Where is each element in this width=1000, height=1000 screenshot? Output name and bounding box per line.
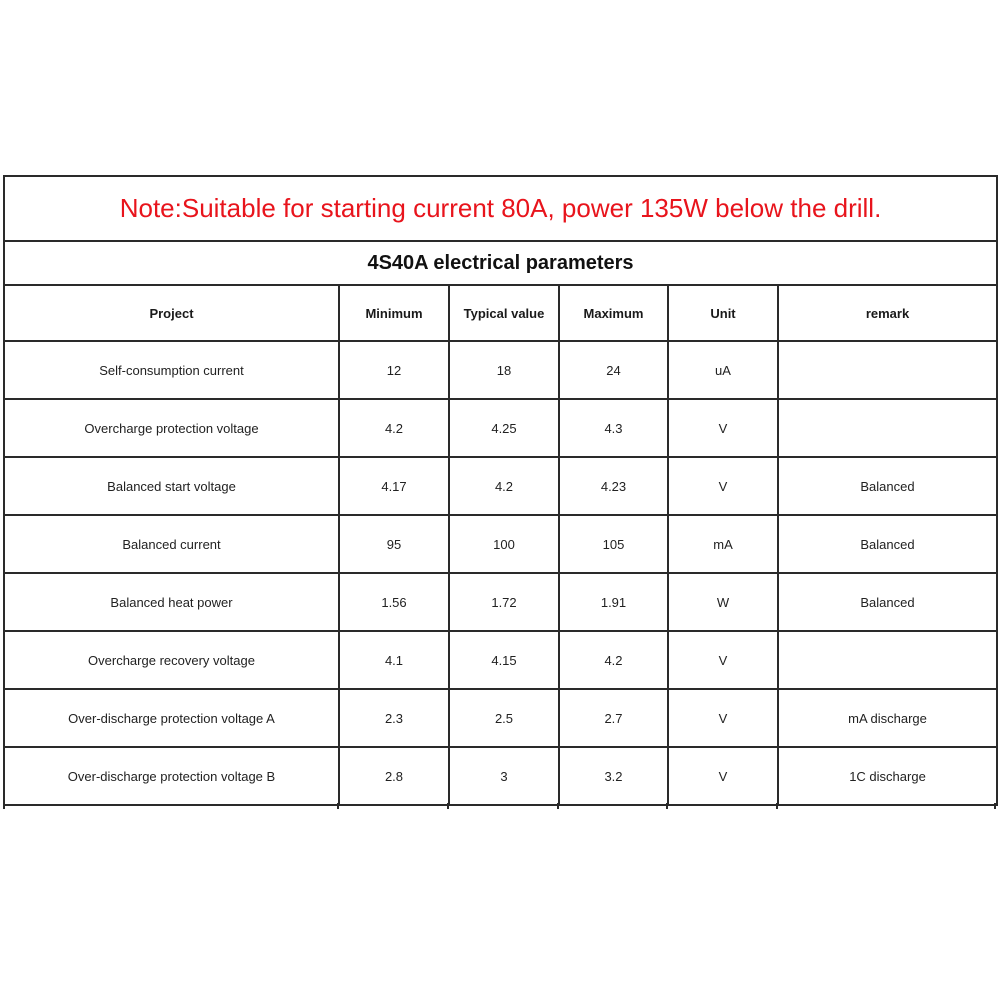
cell-typical: 2.5 [449,689,559,747]
table-title: 4S40A electrical parameters [4,241,997,285]
table-row [4,341,997,399]
cell-typical: 4.25 [449,399,559,457]
cell-remark: 1C discharge [778,747,997,805]
cell-project: Balanced heat power [4,573,339,631]
header-row [4,285,997,341]
cell-maximum: 24 [559,341,668,399]
cell-maximum: 3.2 [559,747,668,805]
cell-remark [778,399,997,457]
cell-minimum: 2.3 [339,689,449,747]
cell-unit: mA [668,515,778,573]
cell-project: Overcharge recovery voltage [4,631,339,689]
cell-project: Balanced start voltage [4,457,339,515]
cell-remark: Balanced [778,457,997,515]
cell-remark: mA discharge [778,689,997,747]
header-maximum: Maximum [559,285,668,341]
electrical-parameters-table [3,175,998,806]
table-row [4,573,997,631]
cell-remark: Balanced [778,573,997,631]
table-row [4,515,997,573]
cell-typical: 100 [449,515,559,573]
parameters-sheet [3,175,996,806]
cell-remark: Balanced [778,515,997,573]
cell-unit: V [668,399,778,457]
note-text: Note:Suitable for starting current 80A, power 135W below the drill. [4,176,997,241]
grid-line-stub [776,803,778,809]
cell-typical: 4.15 [449,631,559,689]
header-unit: Unit [668,285,778,341]
cell-maximum: 4.3 [559,399,668,457]
cell-minimum: 4.17 [339,457,449,515]
table-row [4,399,997,457]
header-typical-value: Typical value [449,285,559,341]
table-row [4,457,997,515]
cell-typical: 18 [449,341,559,399]
grid-line-stub [3,803,5,809]
cell-minimum: 2.8 [339,747,449,805]
table-row [4,747,997,805]
cell-minimum: 4.2 [339,399,449,457]
cell-maximum: 1.91 [559,573,668,631]
grid-line-stub [557,803,559,809]
cell-maximum: 2.7 [559,689,668,747]
cell-maximum: 105 [559,515,668,573]
cell-unit: V [668,631,778,689]
cell-project: Over-discharge protection voltage A [4,689,339,747]
table-row [4,631,997,689]
cell-remark [778,631,997,689]
cell-unit: uA [668,341,778,399]
note-row [4,176,997,241]
cell-typical: 1.72 [449,573,559,631]
grid-line-stub [994,803,996,809]
cell-minimum: 95 [339,515,449,573]
title-row [4,241,997,285]
cell-unit: V [668,747,778,805]
cell-maximum: 4.23 [559,457,668,515]
cell-project: Self-consumption current [4,341,339,399]
table-row [4,689,997,747]
cell-remark [778,341,997,399]
grid-line-stub [666,803,668,809]
cell-project: Over-discharge protection voltage B [4,747,339,805]
cell-minimum: 1.56 [339,573,449,631]
cell-minimum: 4.1 [339,631,449,689]
header-remark: remark [778,285,997,341]
grid-line-stub [447,803,449,809]
header-minimum: Minimum [339,285,449,341]
cell-project: Overcharge protection voltage [4,399,339,457]
cell-typical: 3 [449,747,559,805]
cell-unit: V [668,457,778,515]
cell-project: Balanced current [4,515,339,573]
cell-unit: W [668,573,778,631]
grid-line-stub [337,803,339,809]
cell-minimum: 12 [339,341,449,399]
cell-unit: V [668,689,778,747]
header-project: Project [4,285,339,341]
cell-maximum: 4.2 [559,631,668,689]
cell-typical: 4.2 [449,457,559,515]
